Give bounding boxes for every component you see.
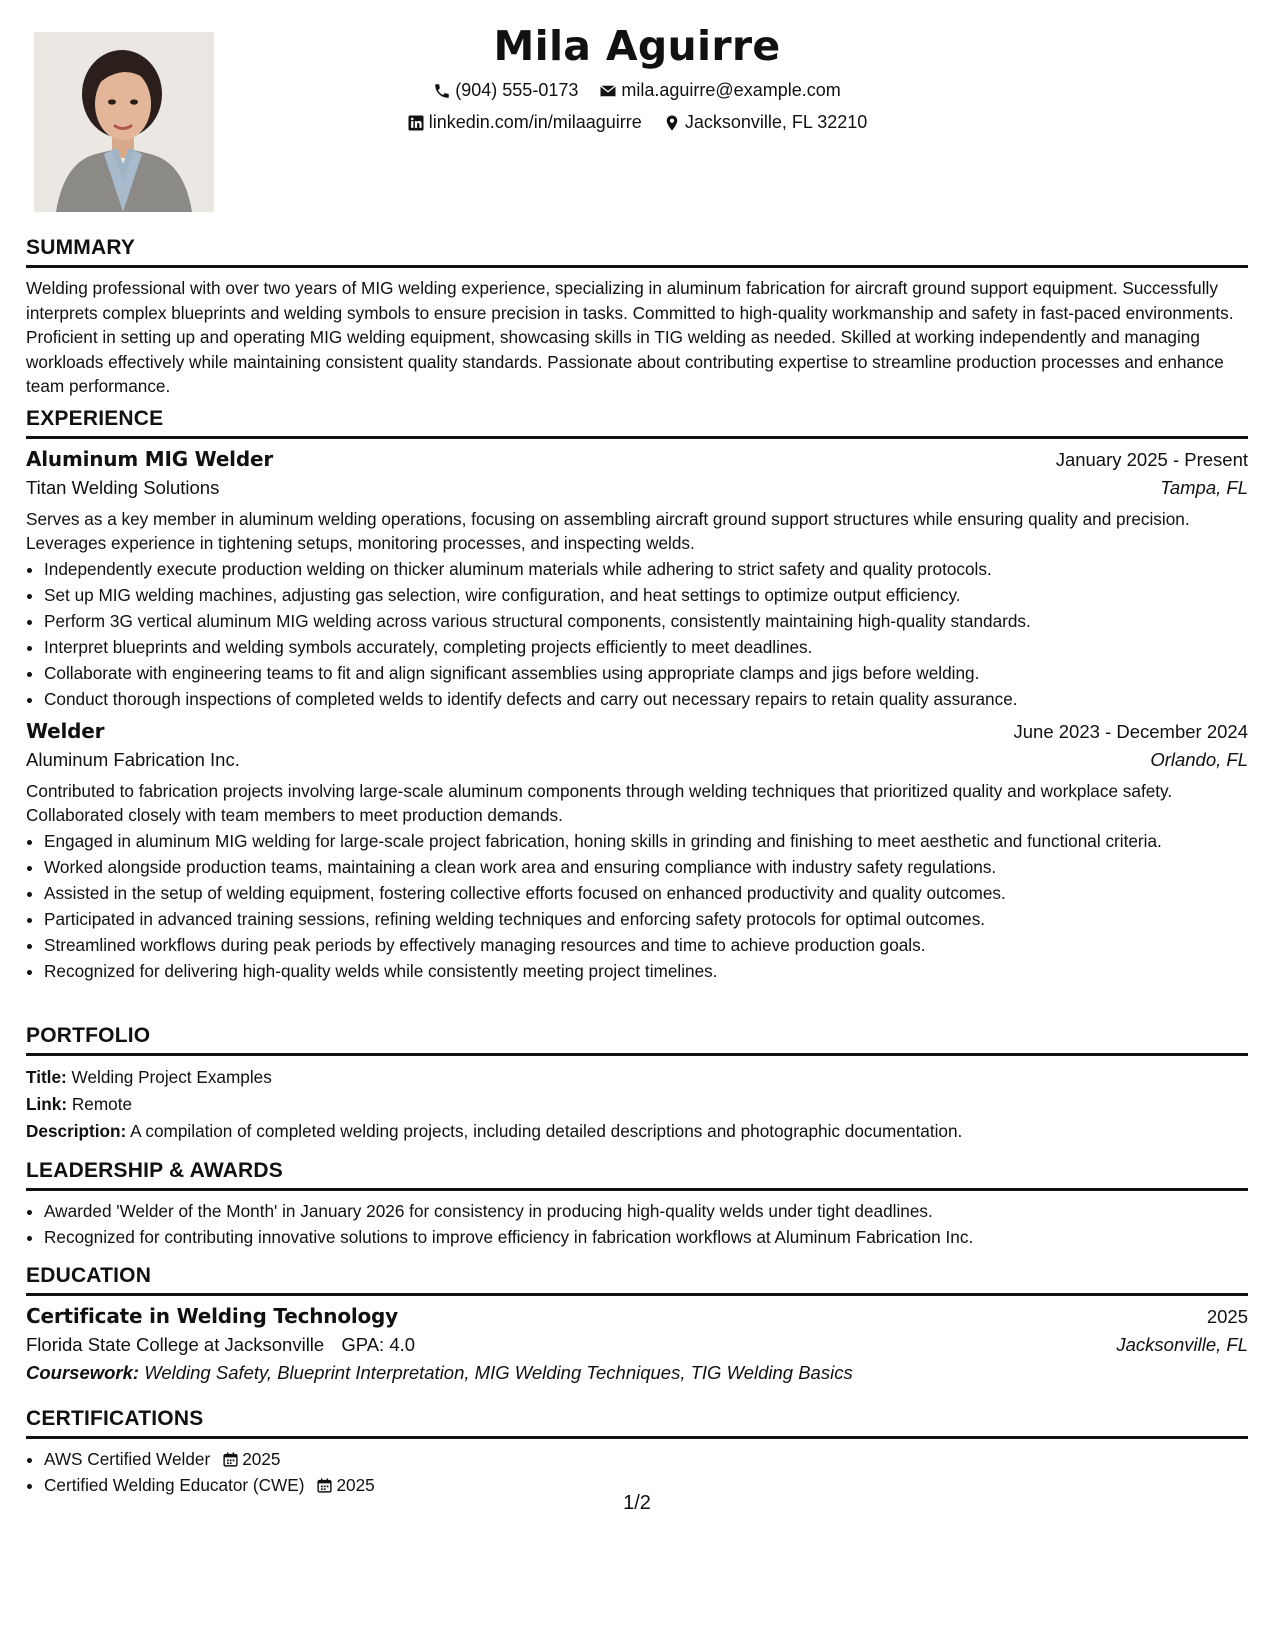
- candidate-name: Mila Aguirre: [493, 22, 781, 70]
- coursework-list: Welding Safety, Blueprint Interpretation, MIG Welding Techniques, TIG Welding Basics: [144, 1362, 853, 1383]
- page-number: 1/2: [623, 1492, 651, 1514]
- list-item: [44, 1447, 1248, 1471]
- field-value: Welding Project Examples: [71, 1067, 272, 1087]
- linkedin-contact[interactable]: [407, 112, 642, 133]
- list-item: • Streamlined workflows during peak periods by effectively managing resources and time to achieve production goals.: [44, 933, 1248, 957]
- school-line: [26, 1334, 415, 1356]
- job-title: Aluminum MIG Welder: [26, 447, 273, 471]
- job-description: Contributed to fabrication projects involving large-scale aluminum components through welding techniques that prioritized quality and workplace safety. Collaborated closely with team members to meet production demands.: [26, 781, 1173, 825]
- job-dates: June 2023 - December 2024: [1013, 721, 1248, 742]
- map-pin-icon: [663, 114, 681, 132]
- list-item: • Independently execute production welding on thicker aluminum materials while adhering to strict safety and quality protocols.: [44, 557, 1248, 581]
- linkedin-text: linkedin.com/in/milaaguirre: [428, 112, 642, 132]
- list-item: • Recognized for contributing innovative solutions to improve efficiency in fabrication workflows at Aluminum Fabrication Inc.: [44, 1225, 1248, 1249]
- phone-contact[interactable]: [433, 80, 578, 101]
- portfolio-description-row: [26, 1118, 1248, 1145]
- section-title: LEADERSHIP & AWARDS: [26, 1159, 1248, 1191]
- linkedin-icon: [407, 114, 425, 132]
- job-location: Tampa, FL: [1160, 477, 1248, 498]
- field-label: Description:: [26, 1121, 127, 1141]
- portfolio-link-row: [26, 1091, 1248, 1118]
- section-title: EXPERIENCE: [26, 407, 1248, 439]
- phone-text: (904) 555-0173: [455, 80, 579, 100]
- certification-year: 2025: [336, 1475, 375, 1495]
- graduation-year: 2025: [1206, 1306, 1248, 1327]
- list-item: • Participated in advanced training sessions, refining welding techniques and enforcing safety protocols for optimal outcomes.: [44, 907, 1248, 931]
- list-item: • Set up MIG welding machines, adjusting gas selection, wire configuration, and heat settings to optimize output efficiency.: [44, 583, 1248, 607]
- job-bullets: [26, 557, 1248, 711]
- certification-year: 2025: [242, 1449, 281, 1469]
- envelope-icon: [599, 82, 617, 100]
- portfolio-section: [26, 1024, 1248, 1145]
- job-location: Orlando, FL: [1150, 749, 1248, 770]
- section-title: PORTFOLIO: [26, 1024, 1248, 1056]
- list-item: • Worked alongside production teams, maintaining a clean work area and ensuring compliance with industry safety regulations.: [44, 855, 1248, 879]
- summary-section: [26, 236, 1248, 399]
- field-label: Title:: [26, 1067, 67, 1087]
- award-list: [26, 1199, 1248, 1249]
- coursework: [26, 1362, 1248, 1384]
- coursework-label: Coursework:: [26, 1362, 140, 1383]
- field-label: Link:: [26, 1094, 68, 1114]
- certifications-section: [26, 1407, 1248, 1497]
- list-item: • Recognized for delivering high-quality welds while consistently meeting project timelines.: [44, 959, 1248, 983]
- list-item: • Engaged in aluminum MIG welding for large-scale project fabrication, honing skills in grinding and finishing to meet aesthetic and functional criteria.: [44, 829, 1248, 853]
- list-item: • Interpret blueprints and welding symbols accurately, completing projects efficiently to meet deadlines.: [44, 635, 1248, 659]
- list-item: • Collaborate with engineering teams to fit and align significant assemblies using appropriate clamps and jigs before welding.: [44, 661, 1248, 685]
- list-item: • Awarded 'Welder of the Month' in January 2026 for consistency in producing high-quality welds under tight deadlines.: [44, 1199, 1248, 1223]
- job-entry: [26, 447, 1248, 711]
- email-text: mila.aguirre@example.com: [621, 80, 841, 100]
- list-item: • Conduct thorough inspections of completed welds to identify defects and carry out necessary repairs to retain quality assurance.: [44, 687, 1248, 711]
- portfolio-link[interactable]: Remote: [71, 1094, 133, 1114]
- list-item: • Assisted in the setup of welding equipment, fostering collective efforts focused on enhanced productivity and quality outcomes.: [44, 881, 1248, 905]
- certification-list: [26, 1447, 1248, 1497]
- leadership-section: [26, 1159, 1248, 1249]
- job-description: Serves as a key member in aluminum welding operations, focusing on assembling aircraft ground support structures while ensuring quality and precision. Leverages experience in tightening setups, monitoring processes, and inspecting welds.: [26, 509, 1190, 553]
- email-contact[interactable]: [599, 80, 840, 101]
- portfolio-title-row: [26, 1064, 1248, 1091]
- company-name: Aluminum Fabrication Inc.: [26, 749, 240, 770]
- list-item: • Perform 3G vertical aluminum MIG welding across various structural components, consistently maintaining high-quality standards.: [44, 609, 1248, 633]
- job-dates: January 2025 - Present: [1055, 449, 1248, 470]
- company-name: Titan Welding Solutions: [26, 477, 220, 498]
- section-title: SUMMARY: [26, 236, 1248, 268]
- phone-icon: [433, 82, 451, 100]
- job-entry: [26, 719, 1248, 983]
- experience-section: [26, 407, 1248, 983]
- summary-text: Welding professional with over two years of MIG welding experience, specializing in aluminum fabrication for aircraft ground support equipment. Successfully interprets complex blueprints and welding symbols to ensure precision in tasks. Committed to high-quality workmanship and safety in fast-paced environments. Proficient in setting up and operating MIG welding equipment, showcasing skills in TIG welding as needed. Skilled at working independently and managing workloads effectively while maintaining consistent quality standards. Passionate about contributing expertise to streamline production processes and enhance team performance.: [26, 278, 1234, 396]
- contact-row-primary: [26, 80, 1248, 105]
- job-title: Welder: [26, 719, 105, 743]
- location-contact: [663, 112, 867, 133]
- section-title: CERTIFICATIONS: [26, 1407, 1248, 1439]
- school-name: Florida State College at Jacksonville: [26, 1334, 325, 1355]
- education-section: [26, 1264, 1248, 1384]
- location-text: Jacksonville, FL 32210: [684, 112, 868, 132]
- certification-name: • AWS Certified Welder: [44, 1449, 211, 1469]
- calendar-icon: [222, 1451, 239, 1468]
- school-location: Jacksonville, FL: [1116, 1334, 1248, 1355]
- section-title: EDUCATION: [26, 1264, 1248, 1296]
- degree-title: Certificate in Welding Technology: [26, 1304, 399, 1328]
- field-value: A compilation of completed welding projects, including detailed descriptions and photographic documentation.: [130, 1121, 963, 1141]
- certification-name: • Certified Welding Educator (CWE): [44, 1475, 305, 1495]
- calendar-icon: [316, 1477, 333, 1494]
- gpa: GPA: 4.0: [341, 1334, 416, 1355]
- job-bullets: [26, 829, 1248, 983]
- contact-row-secondary: [26, 112, 1248, 137]
